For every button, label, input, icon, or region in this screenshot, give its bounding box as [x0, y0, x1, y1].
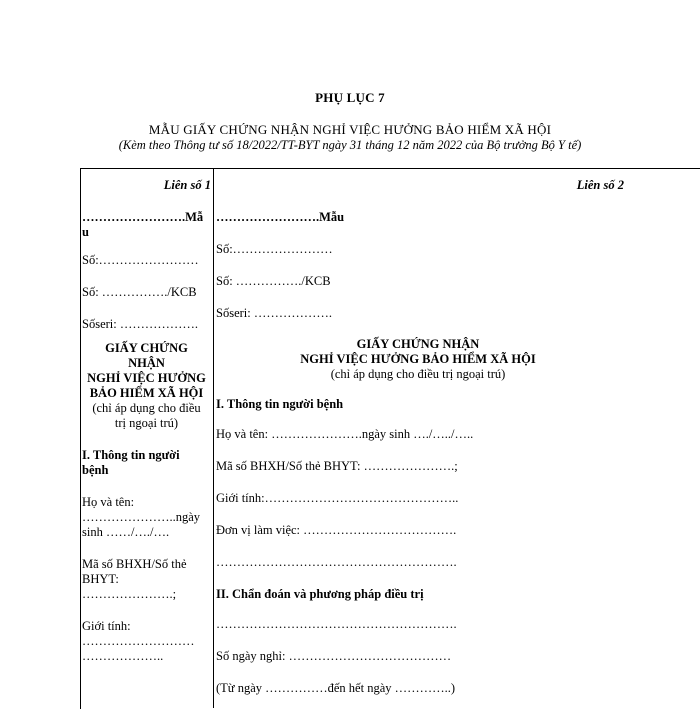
copy-1-cert-note-1: (chỉ áp dụng cho điều — [92, 401, 201, 415]
copy-1-cert-title-2: NHẬN — [128, 356, 165, 370]
copy-1-form-code-line-2: u — [82, 225, 89, 239]
copy-1-insurance-label-2: BHYT: — [82, 572, 119, 586]
copy-1-insurance-dots: ………………….; — [82, 587, 177, 601]
copy-1-column — [82, 168, 211, 664]
copy-1-birth-date: sinh ……/…./…. — [82, 525, 170, 539]
copy-1-name-label: Họ và tên: — [82, 495, 135, 509]
copy-1-name-dots: …………………..ngày — [82, 510, 201, 524]
copy-2-insurance-line: Mã số BHXH/Số thẻ BHYT: ………………….; — [216, 459, 458, 473]
copy-1-kcb-number: Số: ……………./KCB — [82, 285, 197, 299]
copy-2-form-code-line: …………………….Mẫu — [216, 210, 345, 224]
copy-2-workplace-line: Đơn vị làm việc: ………………………………. — [216, 523, 457, 537]
copy-2-cert-title-1: GIẤY CHỨNG NHẬN — [356, 337, 480, 351]
copy-2-cert-note: (chỉ áp dụng cho điều trị ngoại trú) — [330, 367, 506, 381]
copy-2-days-off-line: Số ngày nghỉ: ………………………………… — [216, 649, 452, 663]
copy-1-cert-title-3: NGHỈ VIỆC HƯỞNG — [87, 371, 206, 385]
copy-2-kcb-number: Số: ……………./KCB — [216, 274, 331, 288]
copy-2-column — [216, 168, 624, 696]
copy-2-label: Liên số 2 — [576, 178, 624, 192]
copy-2-name-birth-line: Họ và tên: ………………….ngày sinh …./…../….. — [216, 427, 474, 441]
copy-1-gender-dots: ……………………… — [82, 634, 195, 648]
appendix-heading: PHỤ LỤC 7 — [315, 90, 385, 105]
copy-1-section-1-heading-2: bệnh — [82, 463, 109, 477]
copy-2-gender-line: Giới tính:……………………………………….. — [216, 491, 459, 505]
form-title: MẪU GIẤY CHỨNG NHẬN NGHỈ VIỆC HƯỞNG BẢO HIỂM XÃ HỘI — [148, 122, 552, 137]
copy-2-number: Số:…………………… — [216, 242, 333, 256]
copy-2-section-1-heading: I. Thông tin người bệnh — [216, 397, 344, 411]
copy-2-date-range-line: (Từ ngày ……………đến hết ngày …………..) — [216, 681, 456, 695]
form-subtitle: (Kèm theo Thông tư số 18/2022/TT-BYT ngày 31 tháng 12 năm 2022 của Bộ trưởng Bộ Y tế) — [118, 138, 582, 152]
copy-1-form-code-line: …………………….Mẫ — [82, 210, 204, 224]
copy-2-cert-title-2: NGHỈ VIỆC HƯỞNG BẢO HIỂM XÃ HỘI — [300, 352, 536, 366]
copy-1-section-1-heading: I. Thông tin người — [82, 448, 180, 462]
copy-1-label: Liên số 1 — [163, 178, 211, 192]
column-divider — [213, 168, 214, 708]
copy-2-section-2-heading: II. Chẩn đoán và phương pháp điều trị — [216, 587, 424, 601]
copy-1-insurance-label: Mã số BHXH/Số thẻ — [82, 557, 187, 571]
copy-1-cert-title-1: GIẤY CHỨNG — [105, 341, 188, 355]
copy-1-number: Số:…………………… — [82, 253, 199, 267]
copy-2-diagnosis-dots: …………………………………………………. — [216, 617, 457, 631]
copy-1-gender-label: Giới tính: — [82, 619, 131, 633]
copy-2-workplace-dots: …………………………………………………. — [216, 555, 457, 569]
copy-2-serial: Sốseri: ………………. — [216, 306, 332, 320]
copy-1-gender-dots-2: ……………….. — [82, 649, 164, 663]
copy-1-cert-note-2: trị ngoại trú) — [114, 416, 179, 430]
copy-1-serial: Sốseri: ………………. — [82, 317, 198, 331]
copy-1-cert-title-4: BẢO HIỂM XÃ HỘI — [89, 386, 204, 400]
